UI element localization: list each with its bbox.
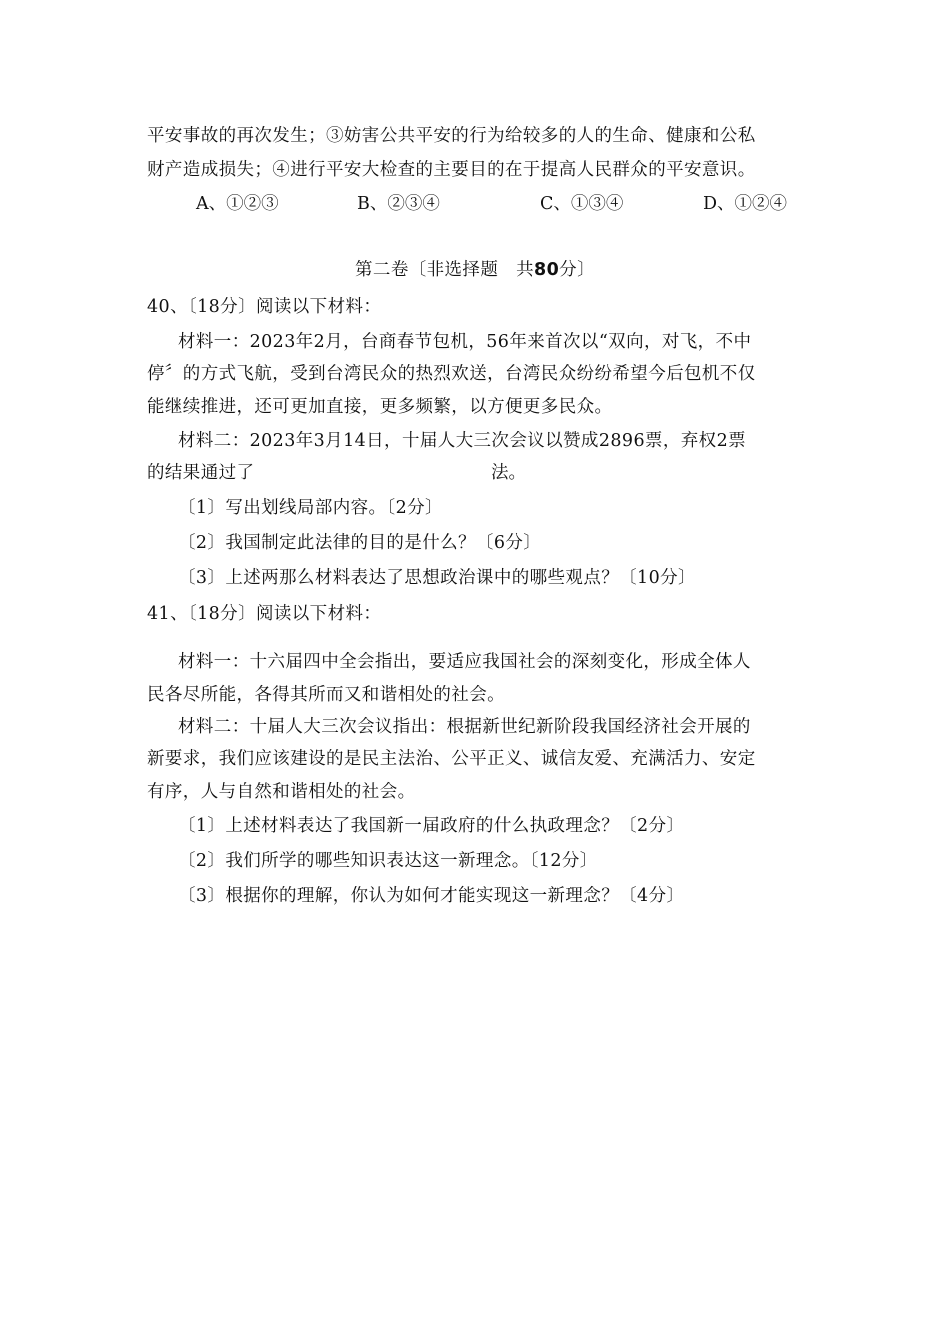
- q40-sub2: 〔2〕我国制定此法律的目的是什么？〔6分〕: [178, 533, 542, 553]
- q41-material2-line2: 新要求，我们应该建设的是民主法治、公平正义、诚信友爱、充满活力、安定: [147, 749, 756, 769]
- q40-material2-line1: 材料二：2023年3月14日，十届人大三次会议以赞成2896票，弃权2票: [178, 431, 747, 451]
- section-title: [0, 258, 950, 282]
- q41-sub3: 〔3〕根据你的理解，你认为如何才能实现这一新理念？〔4分〕: [178, 886, 685, 906]
- q40-material2-line2: 的结果通过了: [147, 463, 255, 483]
- section-title-score: 80: [534, 260, 560, 280]
- q40-material1-line3: 能继续推进，还可更加直接，更多频繁，以方便更多民众。: [147, 397, 613, 417]
- q41-sub2: 〔2〕我们所学的哪些知识表达这一新理念。〔12分〕: [178, 851, 598, 871]
- option-c: C、①③④: [540, 194, 624, 214]
- option-a: A、①②③: [196, 194, 279, 214]
- q40-blank-tail: 法。: [491, 463, 526, 483]
- section-title-prefix: 第二卷〔非选择题 共: [355, 260, 535, 280]
- option-d: D、①②④: [703, 194, 788, 214]
- q40-sub3: 〔3〕上述两那么材料表达了思想政治课中的哪些观点？〔10分〕: [178, 568, 696, 588]
- q41-sub1: 〔1〕上述材料表达了我国新一届政府的什么执政理念？〔2分〕: [178, 816, 685, 836]
- q41-material2-line3: 有序，人与自然和谐相处的社会。: [147, 782, 416, 802]
- q41-header: 41、〔18分〕阅读以下材料：: [147, 604, 382, 624]
- q40-sub1: 〔1〕写出划线局部内容。〔2分〕: [178, 498, 443, 518]
- top-text-line-1: 平安事故的再次发生；③妨害公共平安的行为给较多的人的生命、健康和公私: [147, 126, 756, 146]
- q40-material1-line1: 材料一：2023年2月，台商春节包机，56年来首次以“双向，对飞，不中: [178, 332, 752, 352]
- top-text-line-2: 财产造成损失；④进行平安大检查的主要目的在于提高人民群众的平安意识。: [147, 160, 756, 180]
- q41-material1-line1: 材料一：十六届四中全会指出，要适应我国社会的深刻变化，形成全体人: [178, 652, 751, 672]
- section-title-suffix: 分〕: [559, 260, 595, 280]
- q40-material1-line2: 停〞的方式飞航，受到台湾民众的热烈欢送，台湾民众纷纷希望今后包机不仅: [147, 364, 756, 384]
- q41-material2-line1: 材料二：十届人大三次会议指出：根据新世纪新阶段我国经济社会开展的: [178, 717, 751, 737]
- q40-header: 40、〔18分〕阅读以下材料：: [147, 297, 382, 317]
- q41-material1-line2: 民各尽所能，各得其所而又和谐相处的社会。: [147, 685, 505, 705]
- option-b: B、②③④: [357, 194, 440, 214]
